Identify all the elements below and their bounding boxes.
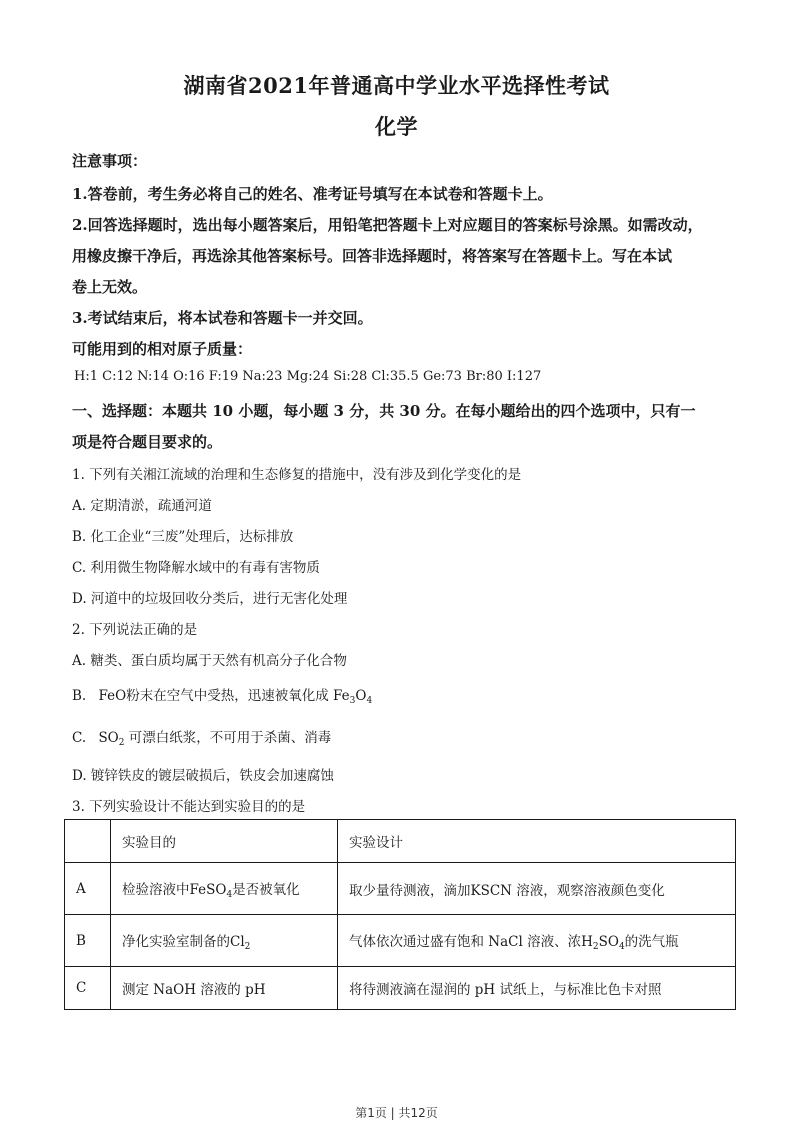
q3-stem: 3. 下列实验设计不能达到实验目的的是 xyxy=(72,799,306,815)
row-label: C xyxy=(65,967,111,1010)
row-purpose: 净化实验室制备的$Cl_2$ xyxy=(111,915,338,967)
feso4-formula: FeSO$_4$ xyxy=(189,881,233,900)
row-design: 取少量待测液，滴加KSCN 溶液，观察溶液颜色变化 xyxy=(338,863,736,915)
notice-item-2-line-1: 2.回答选择题时，选出每小题答案后，用铅笔把答题卡上对应题目的答案标号涂黑。如需改动， xyxy=(72,216,703,234)
fe3o4-formula: $Fe_3O_4$ xyxy=(333,688,373,706)
notice-heading: 注意事项： xyxy=(72,152,148,170)
row-label: A xyxy=(65,863,111,915)
section-heading-line-2: 项是符合题目要求的。 xyxy=(72,433,223,451)
notice-item-2-line-3: 卷上无效。 xyxy=(72,278,148,296)
subject-title: 化学 xyxy=(375,114,418,139)
q2-option-d: D. 镀锌铁皮的镀层破损后，铁皮会加速腐蚀 xyxy=(72,768,334,784)
table-header-design: 实验设计 xyxy=(338,820,736,863)
cl2-formula: $Cl_2$ xyxy=(230,933,251,952)
row-purpose: 检验溶液中FeSO$_4$是否被氧化 xyxy=(111,863,338,915)
q2-stem: 2. 下列说法正确的是 xyxy=(72,622,198,638)
experiment-table xyxy=(64,819,736,1010)
q2-option-c-label: C. xyxy=(72,730,87,746)
q1-option-a: A. 定期清淤，疏通河道 xyxy=(72,498,212,514)
h2so4-formula: $H_2SO_4$ xyxy=(581,933,625,952)
table-row xyxy=(65,863,736,915)
q1-option-c: C. 利用微生物降解水域中的有毒有害物质 xyxy=(72,560,320,576)
table-row xyxy=(65,967,736,1010)
table-row xyxy=(65,915,736,967)
row-design: 将待测液滴在湿润的 pH 试纸上，与标准比色卡对照 xyxy=(338,967,736,1010)
section-heading-line-1: 一、选择题：本题共 10 小题，每小题 3 分，共 30 分。在每小题给出的四个选项中，只有一 xyxy=(72,402,696,420)
q2-option-c xyxy=(72,726,331,748)
q1-option-b: B. 化工企业“三废”处理后，达标排放 xyxy=(72,529,294,545)
q1-stem: 1. 下列有关湘江流域的治理和生态修复的措施中，没有涉及到化学变化的是 xyxy=(72,467,522,483)
q2-option-b-label: B. xyxy=(72,688,87,704)
table-header-label xyxy=(65,820,111,863)
row-purpose: 测定 NaOH 溶液的 pH xyxy=(111,967,338,1010)
q2-option-c-text: 可漂白纸浆，不可用于杀菌、消毒 xyxy=(128,730,332,746)
q2-option-b xyxy=(72,684,372,706)
atomic-mass-list: H:1 C:12 N:14 O:16 F:19 Na:23 Mg:24 Si:28 Cl:35.5 Ge:73 Br:80 I:127 xyxy=(74,369,542,384)
row-label: B xyxy=(65,915,111,967)
page-footer: 第1页 | 共12页 xyxy=(355,1106,438,1120)
q1-option-d: D. 河道中的垃圾回收分类后，进行无害化处理 xyxy=(72,591,348,607)
table-header-row xyxy=(65,820,736,863)
notice-item-3: 3.考试结束后，将本试卷和答题卡一并交回。 xyxy=(72,309,373,327)
row-design: 气体依次通过盛有饱和 NaCl 溶液、浓$H_2SO_4$的洗气瓶 xyxy=(338,915,736,967)
atomic-mass-heading: 可能用到的相对原子质量： xyxy=(72,340,253,358)
notice-item-1: 1.答卷前，考生务必将自己的姓名、准考证号填写在本试卷和答题卡上。 xyxy=(72,185,553,203)
exam-title: 湖南省2021年普通高中学业水平选择性考试 xyxy=(183,73,610,98)
q2-option-b-text: FeO粉末在空气中受热，迅速被氧化成 xyxy=(98,688,329,704)
table-header-purpose: 实验目的 xyxy=(111,820,338,863)
notice-item-2-line-2: 用橡皮擦干净后，再选涂其他答案标号。回答非选择题时，将答案写在答题卡上。写在本试 xyxy=(72,247,673,265)
so2-formula: $SO_2$ xyxy=(98,730,125,748)
q2-option-a: A. 糖类、蛋白质均属于天然有机高分子化合物 xyxy=(72,653,347,669)
